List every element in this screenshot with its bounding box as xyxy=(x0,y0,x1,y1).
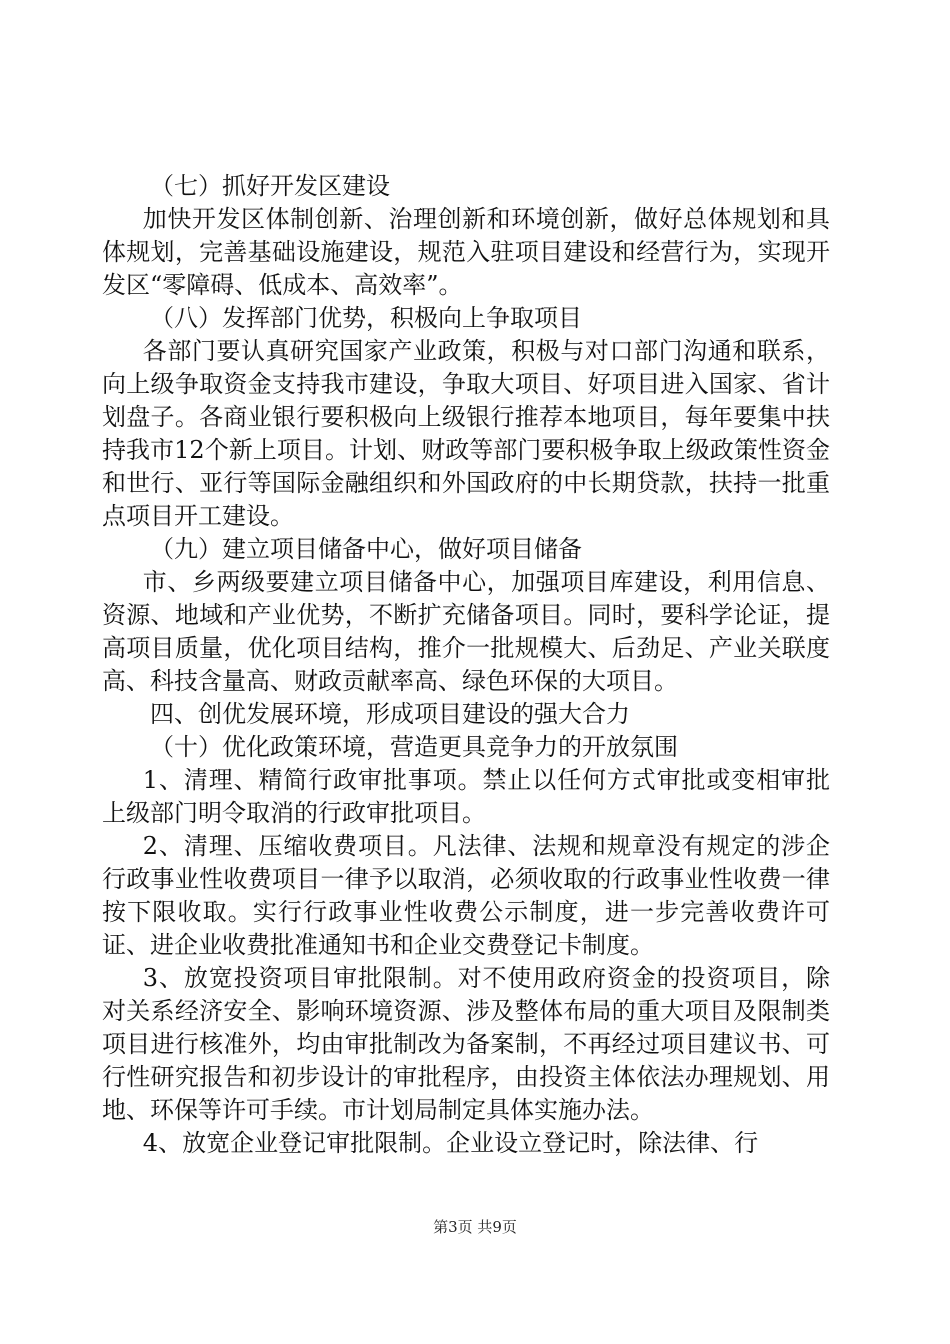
section-heading: （九）建立项目储备中心，做好项目储备 xyxy=(150,535,582,563)
body-paragraph: 4、放宽企业登记审批限制。企业设立登记时，除法律、行 xyxy=(142,1129,759,1157)
body-paragraph: 2、清理、压缩收费项目。凡法律、法规和规章没有规定的涉企行政事业性收费项目一律予以取消，必须收取的行政事业性收费一律按下限收取。实行行政事业性收费公示制度，进一步完善收费许可证、进企业收费批准通知书和企业交费登记卡制度。 xyxy=(102,832,830,959)
body-paragraph: 3、放宽投资项目审批限制。对不使用政府资金的投资项目，除对关系经济安全、影响环境资源、涉及整体布局的重大项目及限制类项目进行核准外，均由审批制改为备案制，不再经过项目建议书、可行性研究报告和初步设计的审批程序，由投资主体依法办理规划、用地、环保等许可手续。市计划局制定具体实施办法。 xyxy=(102,964,830,1124)
page-number-footer: 第3页 共9页 xyxy=(433,1218,517,1236)
body-paragraph: 各部门要认真研究国家产业政策，积极与对口部门沟通和联系，向上级争取资金支持我市建设，争取大项目、好项目进入国家、省计划盘子。各商业银行要积极向上级银行推荐本地项目，每年要集中扶持我市12个新上项目。计划、财政等部门要积极争取上级政策性资金和世行、亚行等国际金融组织和外国政府的中长期贷款，扶持一批重点项目开工建设。 xyxy=(102,337,830,530)
chapter-heading: 四、创优发展环境，形成项目建设的强大合力 xyxy=(150,700,630,728)
body-paragraph: 市、乡两级要建立项目储备中心，加强项目库建设，利用信息、资源、地域和产业优势，不断扩充储备项目。同时，要科学论证，提高项目质量，优化项目结构，推介一批规模大、后劲足、产业关联度高、科技含量高、财政贡献率高、绿色环保的大项目。 xyxy=(102,568,830,695)
section-heading: （十）优化政策环境，营造更具竞争力的开放氛围 xyxy=(150,733,678,761)
section-heading: （八）发挥部门优势，积极向上争取项目 xyxy=(150,304,582,332)
body-paragraph: 1、清理、精简行政审批事项。禁止以任何方式审批或变相审批上级部门明令取消的行政审批项目。 xyxy=(102,766,830,827)
document-body xyxy=(102,170,830,1160)
body-paragraph: 加快开发区体制创新、治理创新和环境创新，做好总体规划和具体规划，完善基础设施建设，规范入驻项目建设和经营行为，实现开发区“零障碍、低成本、高效率”。 xyxy=(102,205,830,299)
section-heading: （七）抓好开发区建设 xyxy=(150,172,390,200)
